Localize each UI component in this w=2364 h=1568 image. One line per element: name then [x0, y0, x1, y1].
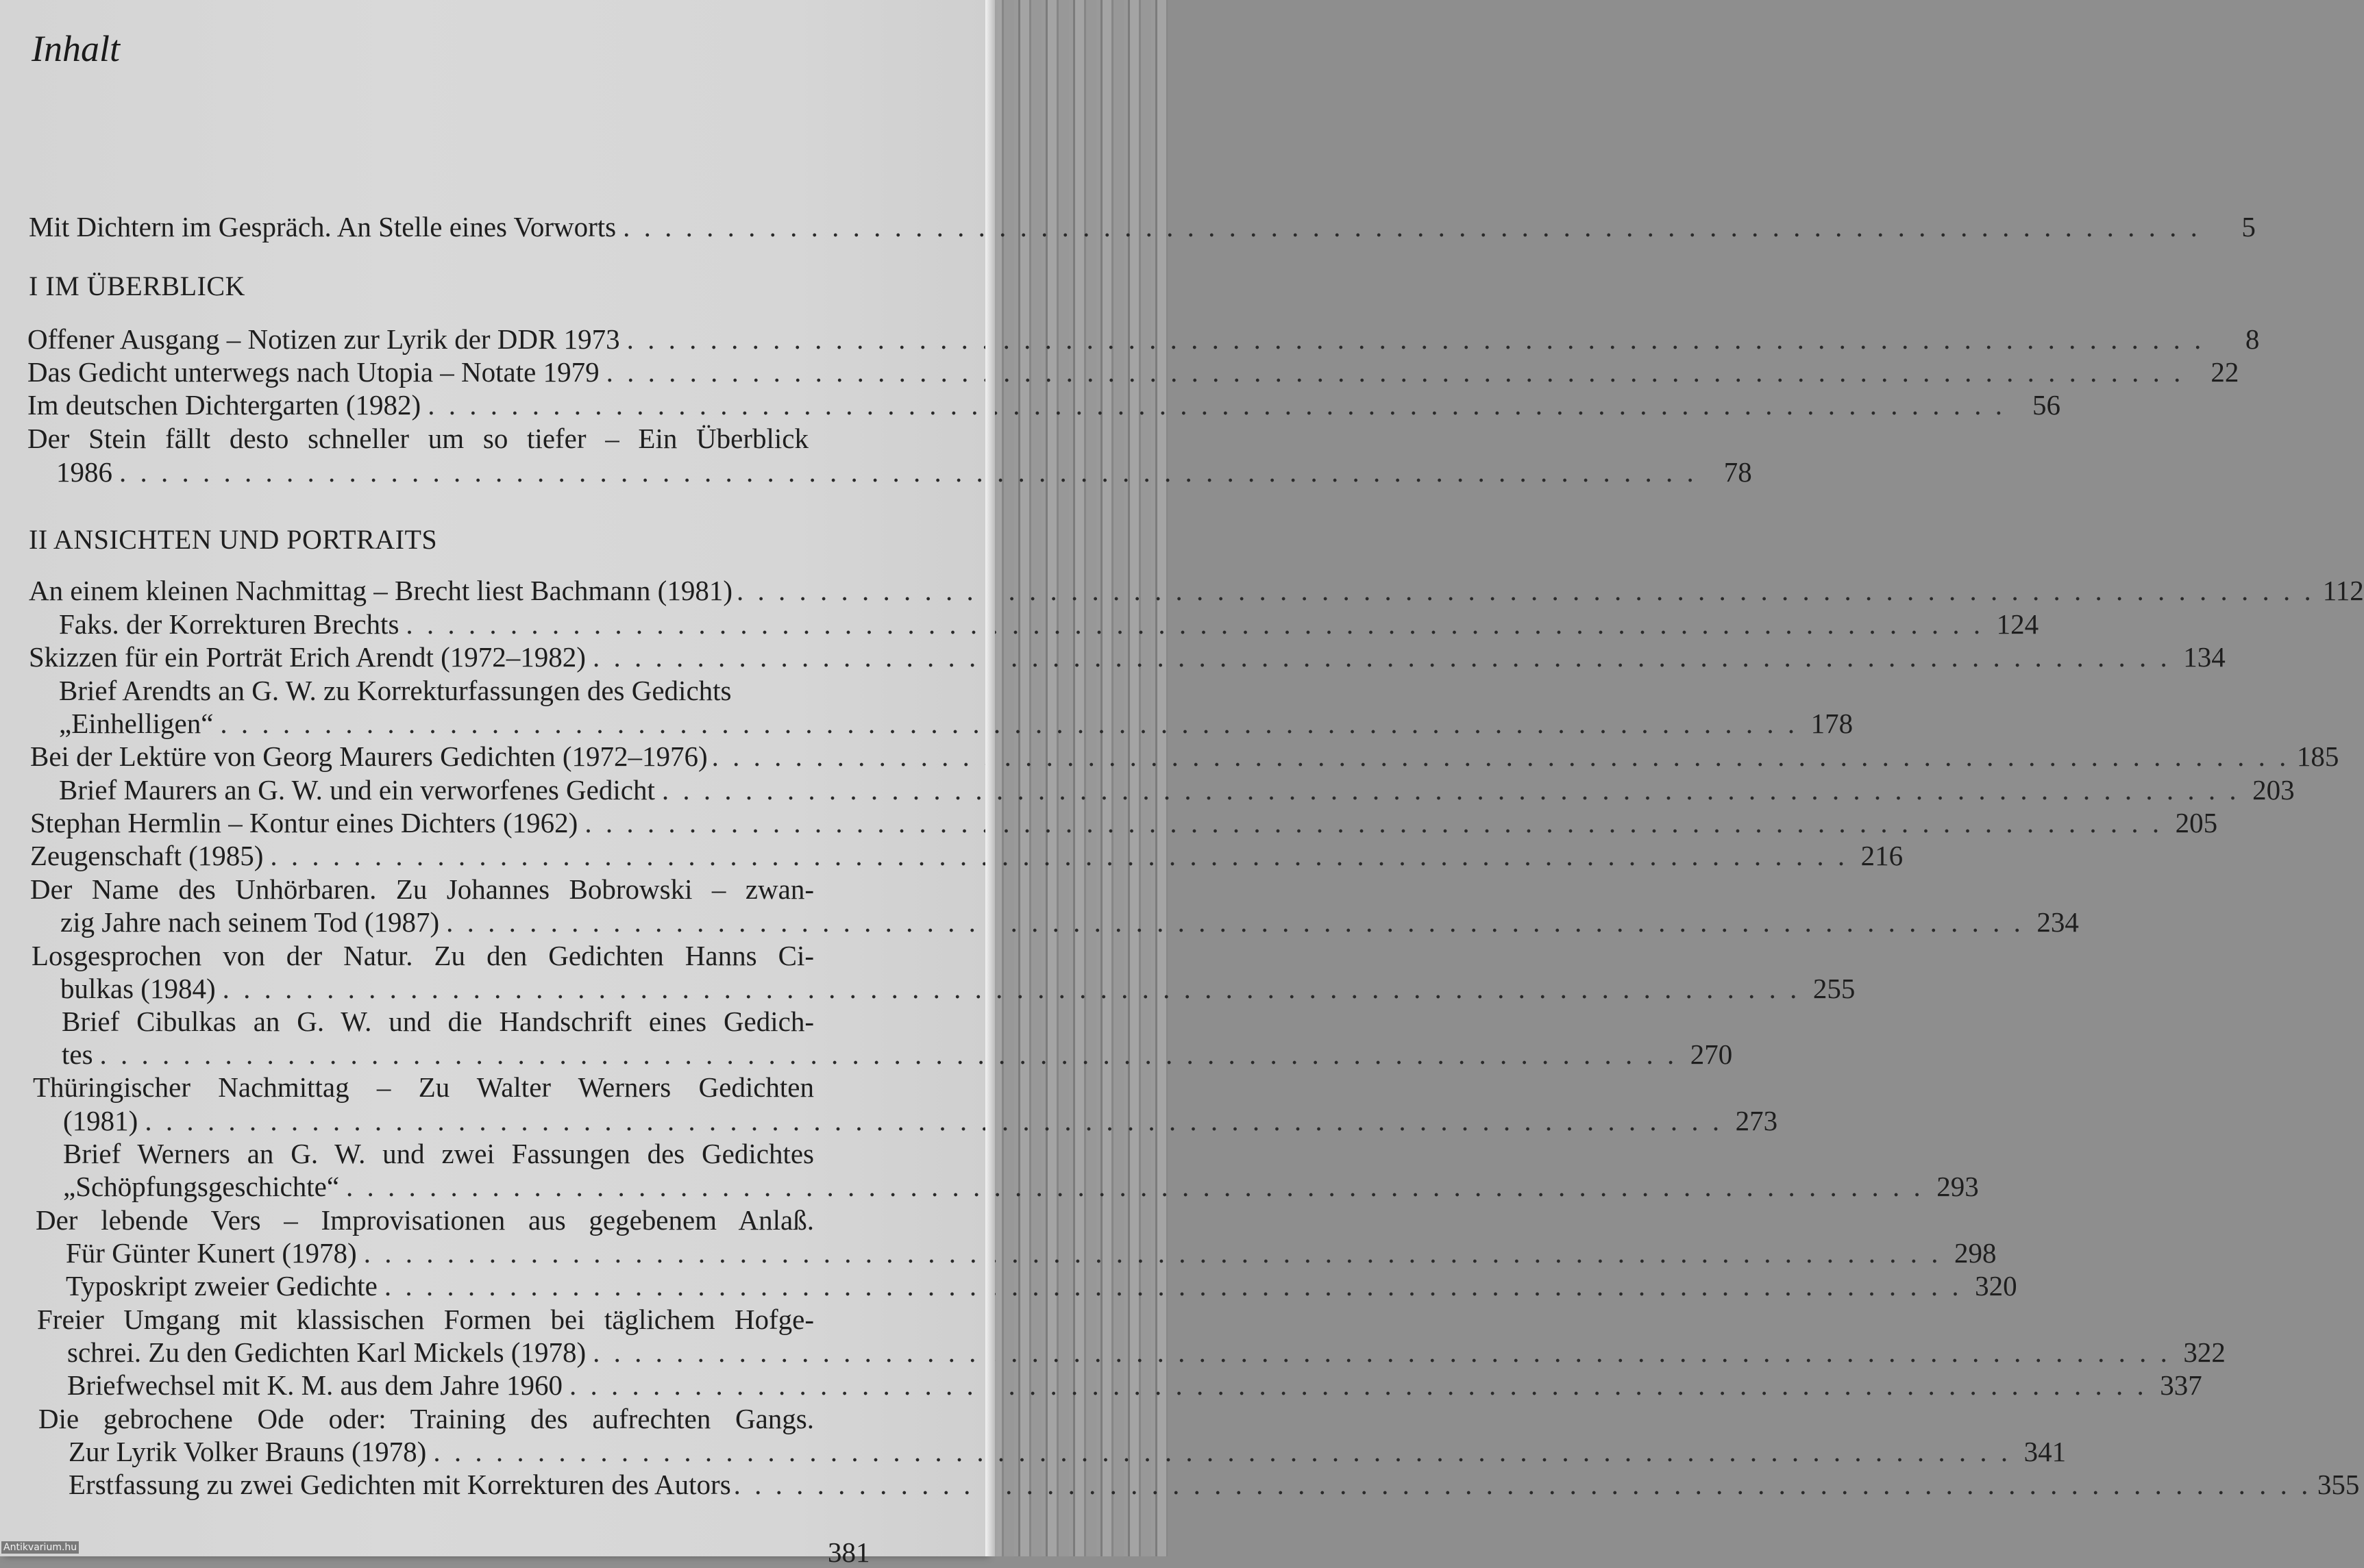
toc-entry-continued: Der Name des Unhörbaren. Zu Johannes Bobrowski – zwan- — [30, 873, 814, 905]
toc-entry-continued: Thüringischer Nachmittag – Zu Walter Werners Gedichten — [33, 1071, 814, 1103]
toc-entry: Im deutschen Dichtergarten (1982) . . . 56 — [27, 388, 869, 421]
toc-entry: Erstfassung zu zwei Gedichten mit Korrekturen des Autors . . . 355 — [69, 1468, 869, 1501]
toc-entry: An einem kleinen Nachmittag – Brecht liest Bachmann (1981) . . . 112 — [29, 574, 869, 607]
toc-entry: bulkas (1984) . . . 255 — [60, 972, 869, 1005]
leader-dots — [662, 773, 2240, 806]
leader-dots — [119, 456, 1697, 488]
toc-entry-continued: Der Stein fällt desto schneller um so tiefer – Ein Überblick — [27, 423, 809, 454]
leader-dots — [220, 707, 1798, 740]
toc-entry: tes . . . 270 — [62, 1038, 869, 1071]
toc-entry-continued: Freier Umgang mit klassischen Formen bei täglichem Hofge- — [37, 1304, 814, 1335]
toc-entry: zig Jahre nach seinem Tod (1987) . . . 234 — [60, 906, 869, 938]
leader-dots — [433, 1435, 2011, 1468]
toc-entry: Zur Lyrik Volker Brauns (1978) . . . 341 — [69, 1435, 869, 1468]
toc-entry-continued: Losgesprochen von der Natur. Zu den Gedichten Hanns Ci- — [32, 940, 814, 971]
page-title: Inhalt — [32, 28, 120, 69]
leader-dots — [584, 806, 2163, 839]
toc-entry: Brief Maurers an G. W. und ein verworfenes Gedicht . . . 203 — [59, 773, 869, 806]
leader-dots — [406, 608, 1984, 640]
leader-dots — [606, 356, 2184, 388]
leader-dots — [446, 906, 2024, 938]
watermark: Antikvarium.hu — [1, 1541, 79, 1554]
leader-dots — [593, 1336, 2171, 1369]
toc-entry-title: Mit Dichtern im Gespräch. An Stelle eines Vorworts — [29, 211, 617, 242]
leader-dots — [593, 640, 2171, 673]
leader-dots — [712, 740, 2290, 773]
toc-entry: Skizzen für ein Porträt Erich Arendt (1972–1982) . . . 134 — [29, 640, 869, 673]
leader-dots — [223, 972, 1801, 1005]
leader-dots — [100, 1038, 1678, 1071]
leader-dots — [364, 1236, 1942, 1269]
toc-entry: „Schöpfungsgeschichte“ . . . 293 — [63, 1170, 869, 1203]
leader-dots — [737, 574, 2315, 607]
toc-entry: „Einhelligen“ . . . 178 — [59, 707, 869, 740]
toc-entry-continued: Brief Arendts an G. W. zu Korrekturfassungen des Gedichts — [59, 675, 732, 706]
toc-entry: Bei der Lektüre von Georg Maurers Gedichten (1972–1976) . . . 185 — [30, 740, 869, 773]
toc-entry-continued: Brief Werners an G. W. und zwei Fassungen des Gedichtes — [63, 1138, 814, 1169]
leader-dots — [627, 323, 2205, 356]
section-heading: II ANSICHTEN UND PORTRAITS — [29, 524, 438, 555]
toc-entry: Für Günter Kunert (1978) . . . 298 — [66, 1236, 869, 1269]
toc-entry: Das Gedicht unterwegs nach Utopia – Notate 1979 . . . 22 — [27, 356, 869, 388]
section-heading: I IM ÜBERBLICK — [29, 271, 245, 301]
leader-dots — [384, 1269, 1962, 1302]
toc-entry: Stephan Hermlin – Kontur eines Dichters (1962) . . . 205 — [30, 806, 869, 839]
toc-entry-continued: Der lebende Vers – Improvisationen aus gegebenem Anlaß. — [36, 1204, 814, 1236]
toc-entry: 1986 . . . 78 — [56, 456, 869, 488]
toc-entry: Zeugenschaft (1985) . . . 216 — [30, 839, 869, 872]
toc-entry: Briefwechsel mit K. M. aus dem Jahre 1960 . . . 337 — [67, 1369, 869, 1402]
leader-dots — [145, 1104, 1723, 1137]
page-edge — [985, 0, 995, 1556]
leader-dots — [734, 1468, 2312, 1501]
leader-dots — [270, 839, 1848, 872]
toc-entry: Faks. der Korrekturen Brechts . . . 124 — [59, 608, 869, 640]
toc-entry: Offener Ausgang – Notizen zur Lyrik der DDR 1973 . . . 8 — [27, 323, 869, 356]
leader-dots — [623, 210, 2201, 243]
toc-entry: (1981) . . . 273 — [63, 1104, 869, 1137]
leader-dots — [569, 1369, 2147, 1402]
toc-entry — [29, 210, 2256, 243]
page-number-cutoff: 381 — [828, 1536, 870, 1568]
leader-dots — [428, 388, 2006, 421]
toc-page-number: 5 — [2241, 211, 2256, 242]
toc-entry: schrei. Zu den Gedichten Karl Mickels (1978) . . . 322 — [67, 1336, 869, 1369]
leader-dots — [346, 1170, 1924, 1203]
toc-entry: Typoskript zweier Gedichte . . . 320 — [66, 1269, 869, 1302]
toc-entry-continued: Brief Cibulkas an G. W. und die Handschrift eines Gedich- — [62, 1006, 814, 1037]
toc-entry-continued: Die gebrochene Ode oder: Training des aufrechten Gangs. — [38, 1403, 814, 1434]
